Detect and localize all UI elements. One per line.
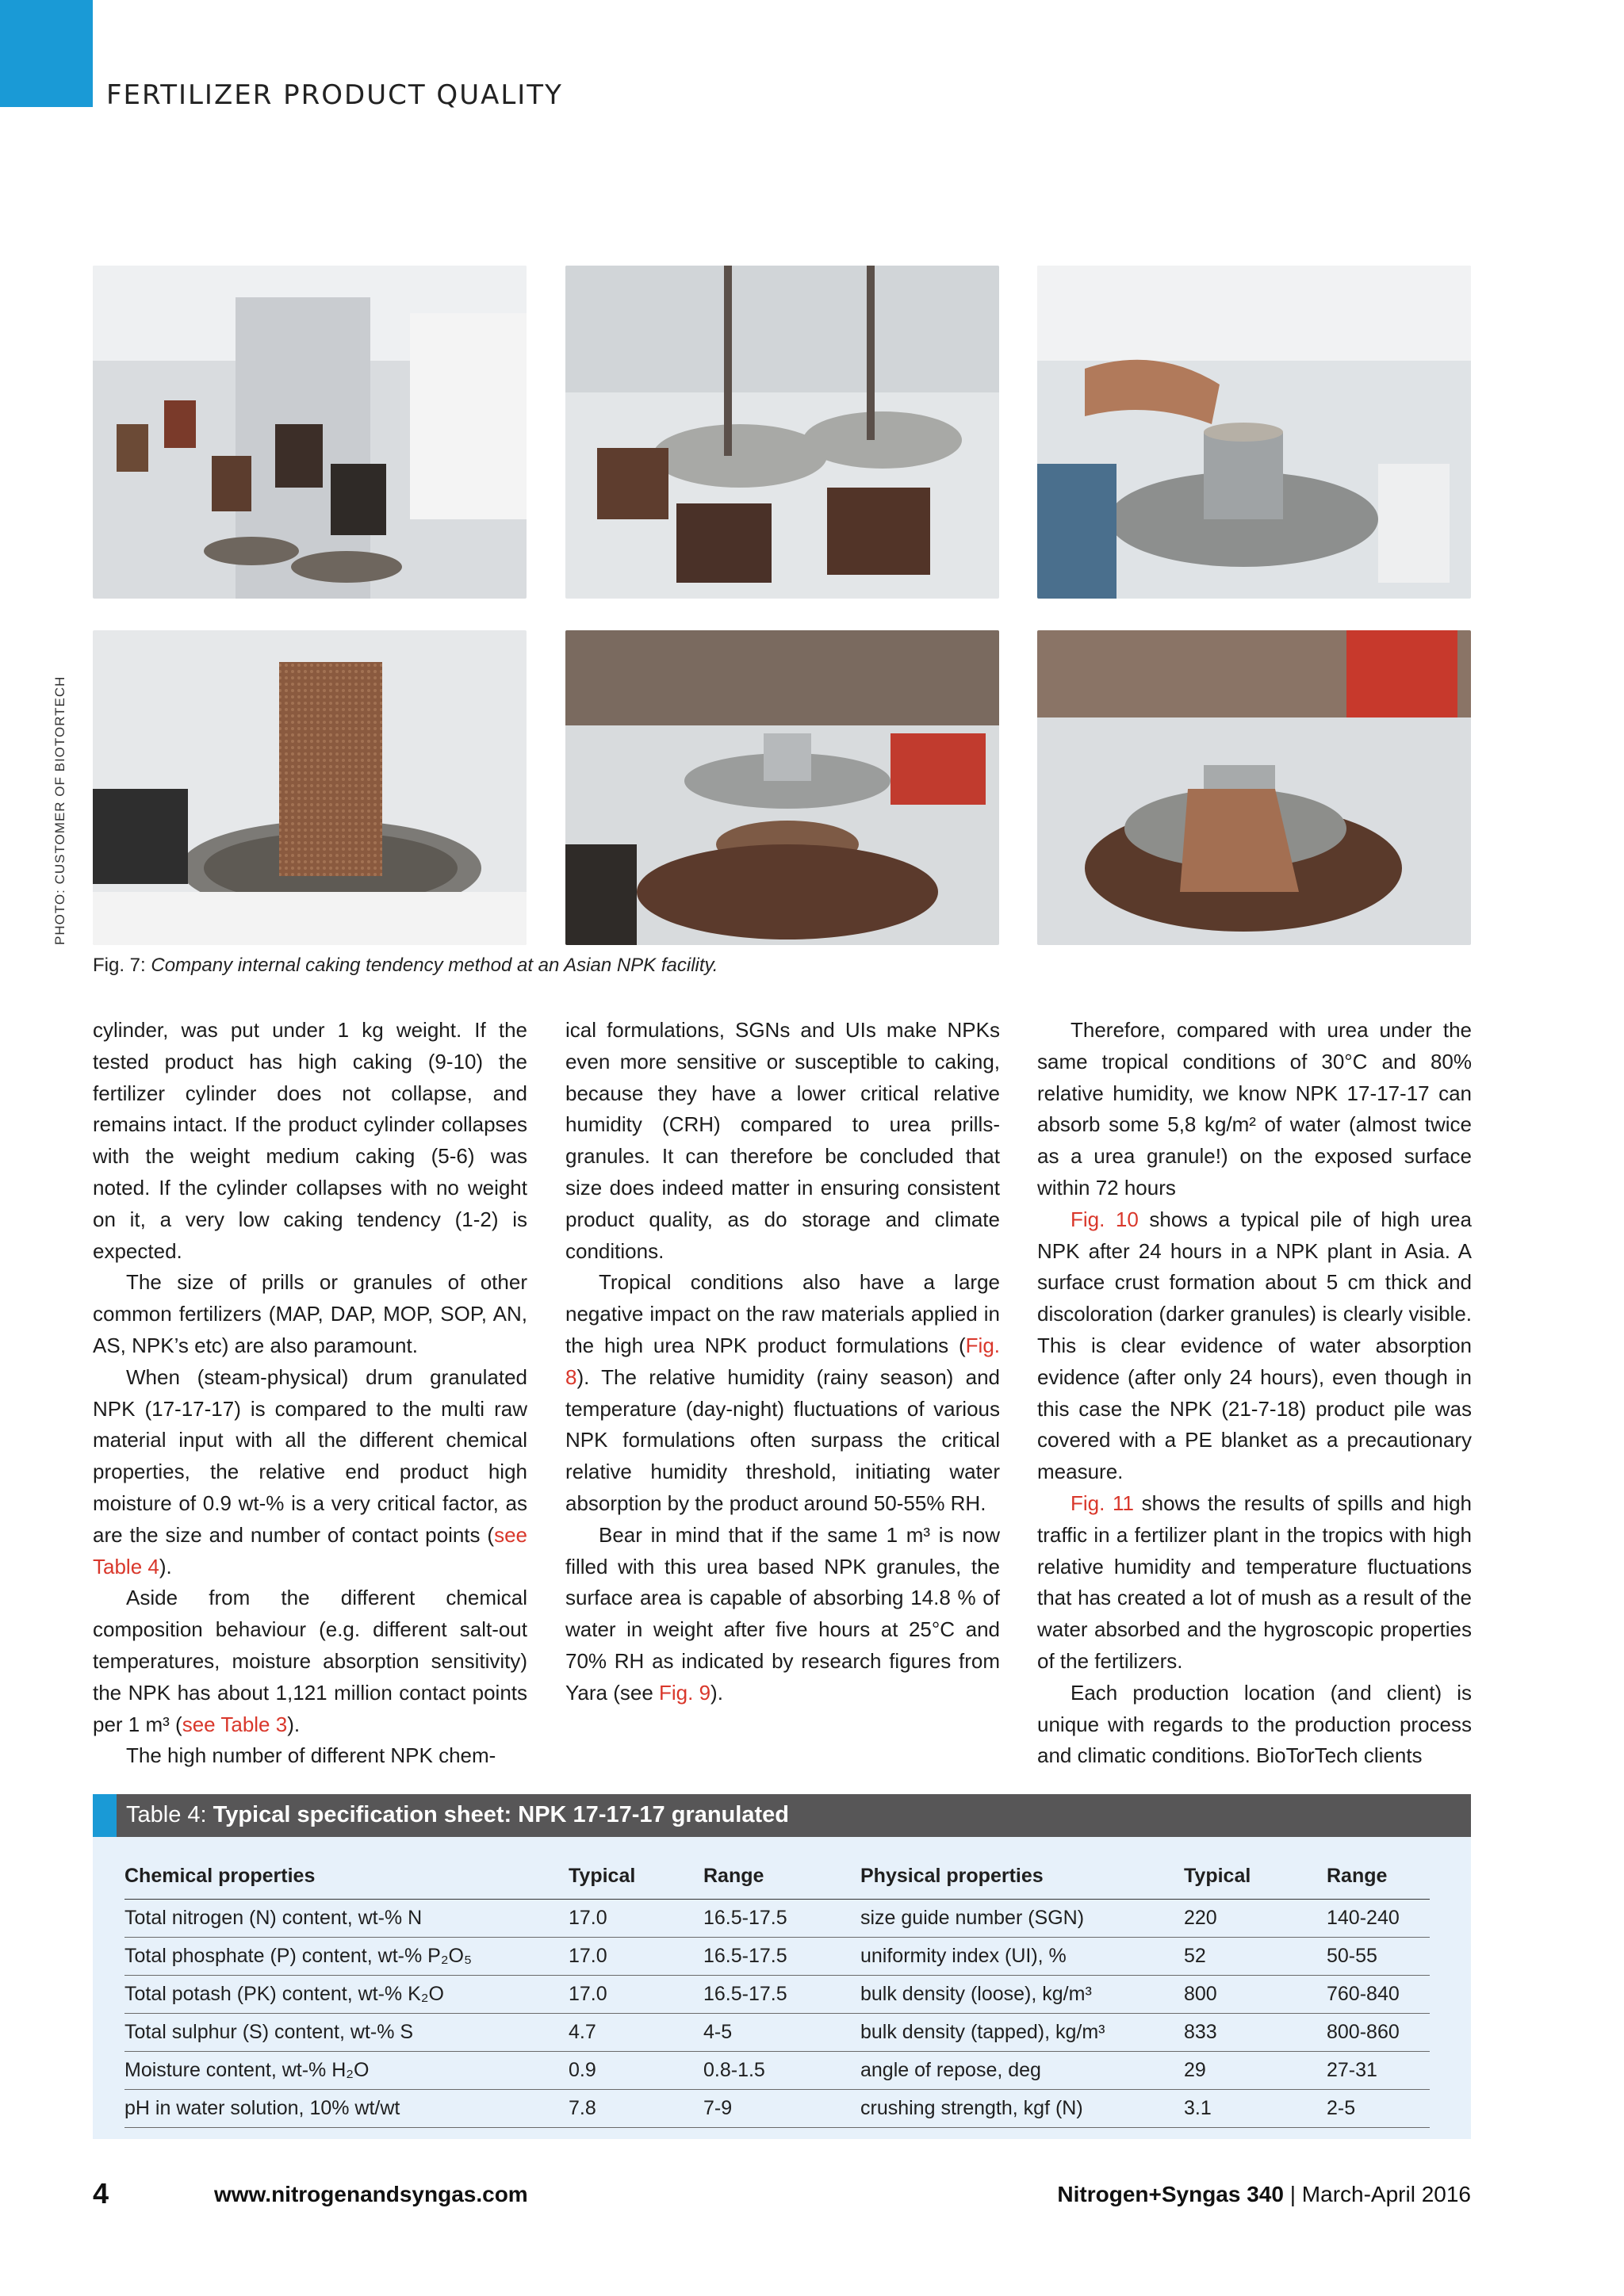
table-cell: Total phosphate (P) content, wt-% P₂O₅	[124, 1938, 569, 1976]
paragraph-text: Aside from the different chemical composition behaviour (e.g. different salt-out temperatures, moisture absorption sensitivity) the NPK has about 1,121 million contact points per 1 m³ (	[93, 1586, 527, 1736]
table-header-cell: Typical	[1184, 1861, 1327, 1900]
table-cell: 3.1	[1184, 2090, 1327, 2128]
table-cell: uniformity index (UI), %	[860, 1938, 1184, 1976]
paragraph: ical formulations, SGNs and UIs make NPKs even more sensitive or susceptible to caking, because they have a lower critical relative humidity (CRH) compared to urea prills-granules. It can therefore be concluded that size does indeed matter in ensuring consistent product quality, as do storage and climate conditions.	[565, 1018, 1000, 1263]
table-3-link[interactable]: see Table 3	[182, 1712, 288, 1736]
section-header: FERTILIZER PRODUCT QUALITY	[106, 79, 563, 111]
photo-credit: PHOTO: CUSTOMER OF BIOTORTECH	[52, 675, 67, 945]
figure-caption-text: Company internal caking tendency method at an Asian NPK facility.	[151, 955, 718, 976]
text-column-3	[1037, 1015, 1472, 1772]
table-row	[124, 2052, 1430, 2090]
table-header-cell: Range	[703, 1861, 860, 1900]
fig-9-link[interactable]: Fig. 9	[659, 1680, 711, 1705]
figure-photo-5	[565, 630, 999, 945]
paragraph-text: ).	[287, 1712, 301, 1736]
figure-caption	[93, 955, 718, 977]
table-cell: crushing strength, kgf (N)	[860, 2090, 1184, 2128]
figure-photo-2	[565, 266, 999, 599]
paragraph-text: ).	[159, 1554, 172, 1578]
table-cell: 29	[1184, 2052, 1327, 2090]
spec-table-box	[93, 1794, 1471, 2139]
table-cell: Total potash (PK) content, wt-% K₂O	[124, 1976, 569, 2014]
table-cell: Total nitrogen (N) content, wt-% N	[124, 1900, 569, 1938]
table-cell: bulk density (tapped), kg/m³	[860, 2014, 1184, 2052]
figure-photo-6	[1037, 630, 1471, 945]
paragraph: The high number of different NPK chem-	[126, 1743, 496, 1768]
table-cell: 2-5	[1327, 2090, 1430, 2128]
text-column-2	[565, 1015, 1000, 1709]
table-cell: 52	[1184, 1938, 1327, 1976]
table-row	[124, 1900, 1430, 1938]
table-title-text: Typical specification sheet: NPK 17-17-17 granulated	[213, 1802, 789, 1827]
paragraph: The size of prills or granules of other common fertilizers (MAP, DAP, MOP, SOP, AN, AS, NPK’s etc) are also paramount.	[93, 1270, 527, 1357]
table-cell: 800	[1184, 1976, 1327, 2014]
table-title-bar	[93, 1794, 1471, 1837]
paragraph-text: shows a typical pile of high urea NPK after 24 hours in a NPK plant in Asia. A surface crust formation about 5 cm thick and discoloration (darker granules) is clearly visible. This is clear evidence of water absorption evidence (after only 24 hours), even though in this case the NPK (21-7-18) product pile was covered with a PE blanket as a precautionary measure.	[1037, 1207, 1472, 1484]
paragraph-text: When (steam-physical) drum granulated NPK (17-17-17) is compared to the multi raw material input with all the different chemical properties, the relative end product high moisture of 0.9 wt-% is a very critical factor, as are the size and number of contact points (	[93, 1364, 527, 1547]
paragraph-text: Bear in mind that if the same 1 m³ is now filled with this urea based NPK granules, the surface area is capable of absorbing 14.8 % of water in weight after five hours at 25°C and 70% RH as indicated by research figures from Yara (see	[565, 1522, 1000, 1705]
table-cell: bulk density (loose), kg/m³	[860, 1976, 1184, 2014]
table-header-cell: Chemical properties	[124, 1861, 569, 1900]
paragraph	[565, 1267, 1000, 1519]
website-link[interactable]: www.nitrogenandsyngas.com	[214, 2182, 528, 2206]
table-row	[124, 2090, 1430, 2128]
table-cell: 16.5-17.5	[703, 1938, 860, 1976]
table-cell: 833	[1184, 2014, 1327, 2052]
table-cell: 17.0	[569, 1938, 703, 1976]
paragraph	[93, 1362, 527, 1583]
table-cell: 17.0	[569, 1900, 703, 1938]
table-cell: 50-55	[1327, 1938, 1430, 1976]
table-cell: 220	[1184, 1900, 1327, 1938]
table-cell: 760-840	[1327, 1976, 1430, 2014]
issue-date: March-April 2016	[1301, 2182, 1471, 2206]
paragraph-text: shows the results of spills and high traffic in a fertilizer plant in the tropics with high relative humidity and temperature fluctuations that has created a lot of mush as a result of the water absorbed and the hygroscopic properties of the fertilizers.	[1037, 1490, 1472, 1673]
table-header-cell: Physical properties	[860, 1861, 1184, 1900]
table-cell: size guide number (SGN)	[860, 1900, 1184, 1938]
table-cell: 16.5-17.5	[703, 1900, 860, 1938]
paragraph-text: ).	[710, 1680, 723, 1705]
figure-photo-4	[93, 630, 527, 945]
paragraph: Therefore, compared with urea under the same tropical conditions of 30°C and 80% relative humidity, we know NPK 17-17-17 can absorb some 5,8 kg/m² of water (almost twice as a urea granule!) on the exposed surface within 72 hours	[1037, 1018, 1472, 1200]
figure-photo-3	[1037, 266, 1471, 599]
table-title	[126, 1802, 789, 1828]
table-row	[124, 1976, 1430, 2014]
table-header-cell: Typical	[569, 1861, 703, 1900]
table-cell: 7.8	[569, 2090, 703, 2128]
table-4-link[interactable]: see Table 4	[93, 1522, 527, 1578]
text-column-1	[93, 1015, 527, 1772]
paragraph	[1037, 1488, 1472, 1678]
table-cell: 0.8-1.5	[703, 2052, 860, 2090]
table-cell: 4-5	[703, 2014, 860, 2052]
table-cell: 16.5-17.5	[703, 1976, 860, 2014]
paragraph-text: ). The relative humidity (rainy season) and temperature (day-night) fluctuations of various NPK formulations often surpass the critical relative humidity threshold, initiating water absorption by the product around 50-55% RH.	[565, 1364, 1000, 1515]
table-cell: 4.7	[569, 2014, 703, 2052]
table-cell: Total sulphur (S) content, wt-% S	[124, 2014, 569, 2052]
paragraph: cylinder, was put under 1 kg weight. If the tested product has high caking (9-10) the fertilizer cylinder does not collapse, and remains intact. If the product cylinder collapses with the weight medium caking (5-6) was noted. If the cylinder collapses with no weight on it, a very low caking tendency (1-2) is expected.	[93, 1018, 527, 1263]
table-cell: 0.9	[569, 2052, 703, 2090]
table-row	[124, 2014, 1430, 2052]
figure-photo-1	[93, 266, 527, 599]
paragraph-text: Tropical conditions also have a large negative impact on the raw materials applied in the high urea NPK product formulations (	[565, 1270, 1000, 1357]
paragraph	[565, 1520, 1000, 1709]
journal-name: Nitrogen+Syngas	[1057, 2182, 1241, 2206]
table-title-accent	[93, 1794, 117, 1837]
table-cell: 17.0	[569, 1976, 703, 2014]
table-cell: angle of repose, deg	[860, 2052, 1184, 2090]
fig-11-link[interactable]: Fig. 11	[1071, 1490, 1134, 1515]
header-accent-block	[0, 0, 93, 107]
figure-label: Fig. 7:	[93, 955, 146, 976]
journal-info	[1057, 2182, 1471, 2207]
page-number: 4	[93, 2177, 109, 2210]
table-header-cell: Range	[1327, 1861, 1430, 1900]
paragraph	[93, 1582, 527, 1740]
fig-8-link[interactable]: Fig. 8	[565, 1333, 1000, 1389]
table-row	[124, 1938, 1430, 1976]
table-cell: 800-860	[1327, 2014, 1430, 2052]
table-label: Table 4:	[126, 1802, 207, 1827]
table-cell: 7-9	[703, 2090, 860, 2128]
table-header-row	[124, 1861, 1430, 1900]
paragraph: Each production location (and client) is unique with regards to the production process and climatic conditions. BioTorTech clients	[1037, 1680, 1472, 1768]
table-cell: pH in water solution, 10% wt/wt	[124, 2090, 569, 2128]
issue-number: 340	[1247, 2182, 1284, 2206]
table-cell: 140-240	[1327, 1900, 1430, 1938]
table-cell: 27-31	[1327, 2052, 1430, 2090]
table-cell: Moisture content, wt-% H₂O	[124, 2052, 569, 2090]
spec-table	[124, 1861, 1430, 2128]
fig-10-link[interactable]: Fig. 10	[1071, 1207, 1139, 1231]
footer-separator: |	[1289, 2182, 1297, 2206]
paragraph	[1037, 1204, 1472, 1488]
